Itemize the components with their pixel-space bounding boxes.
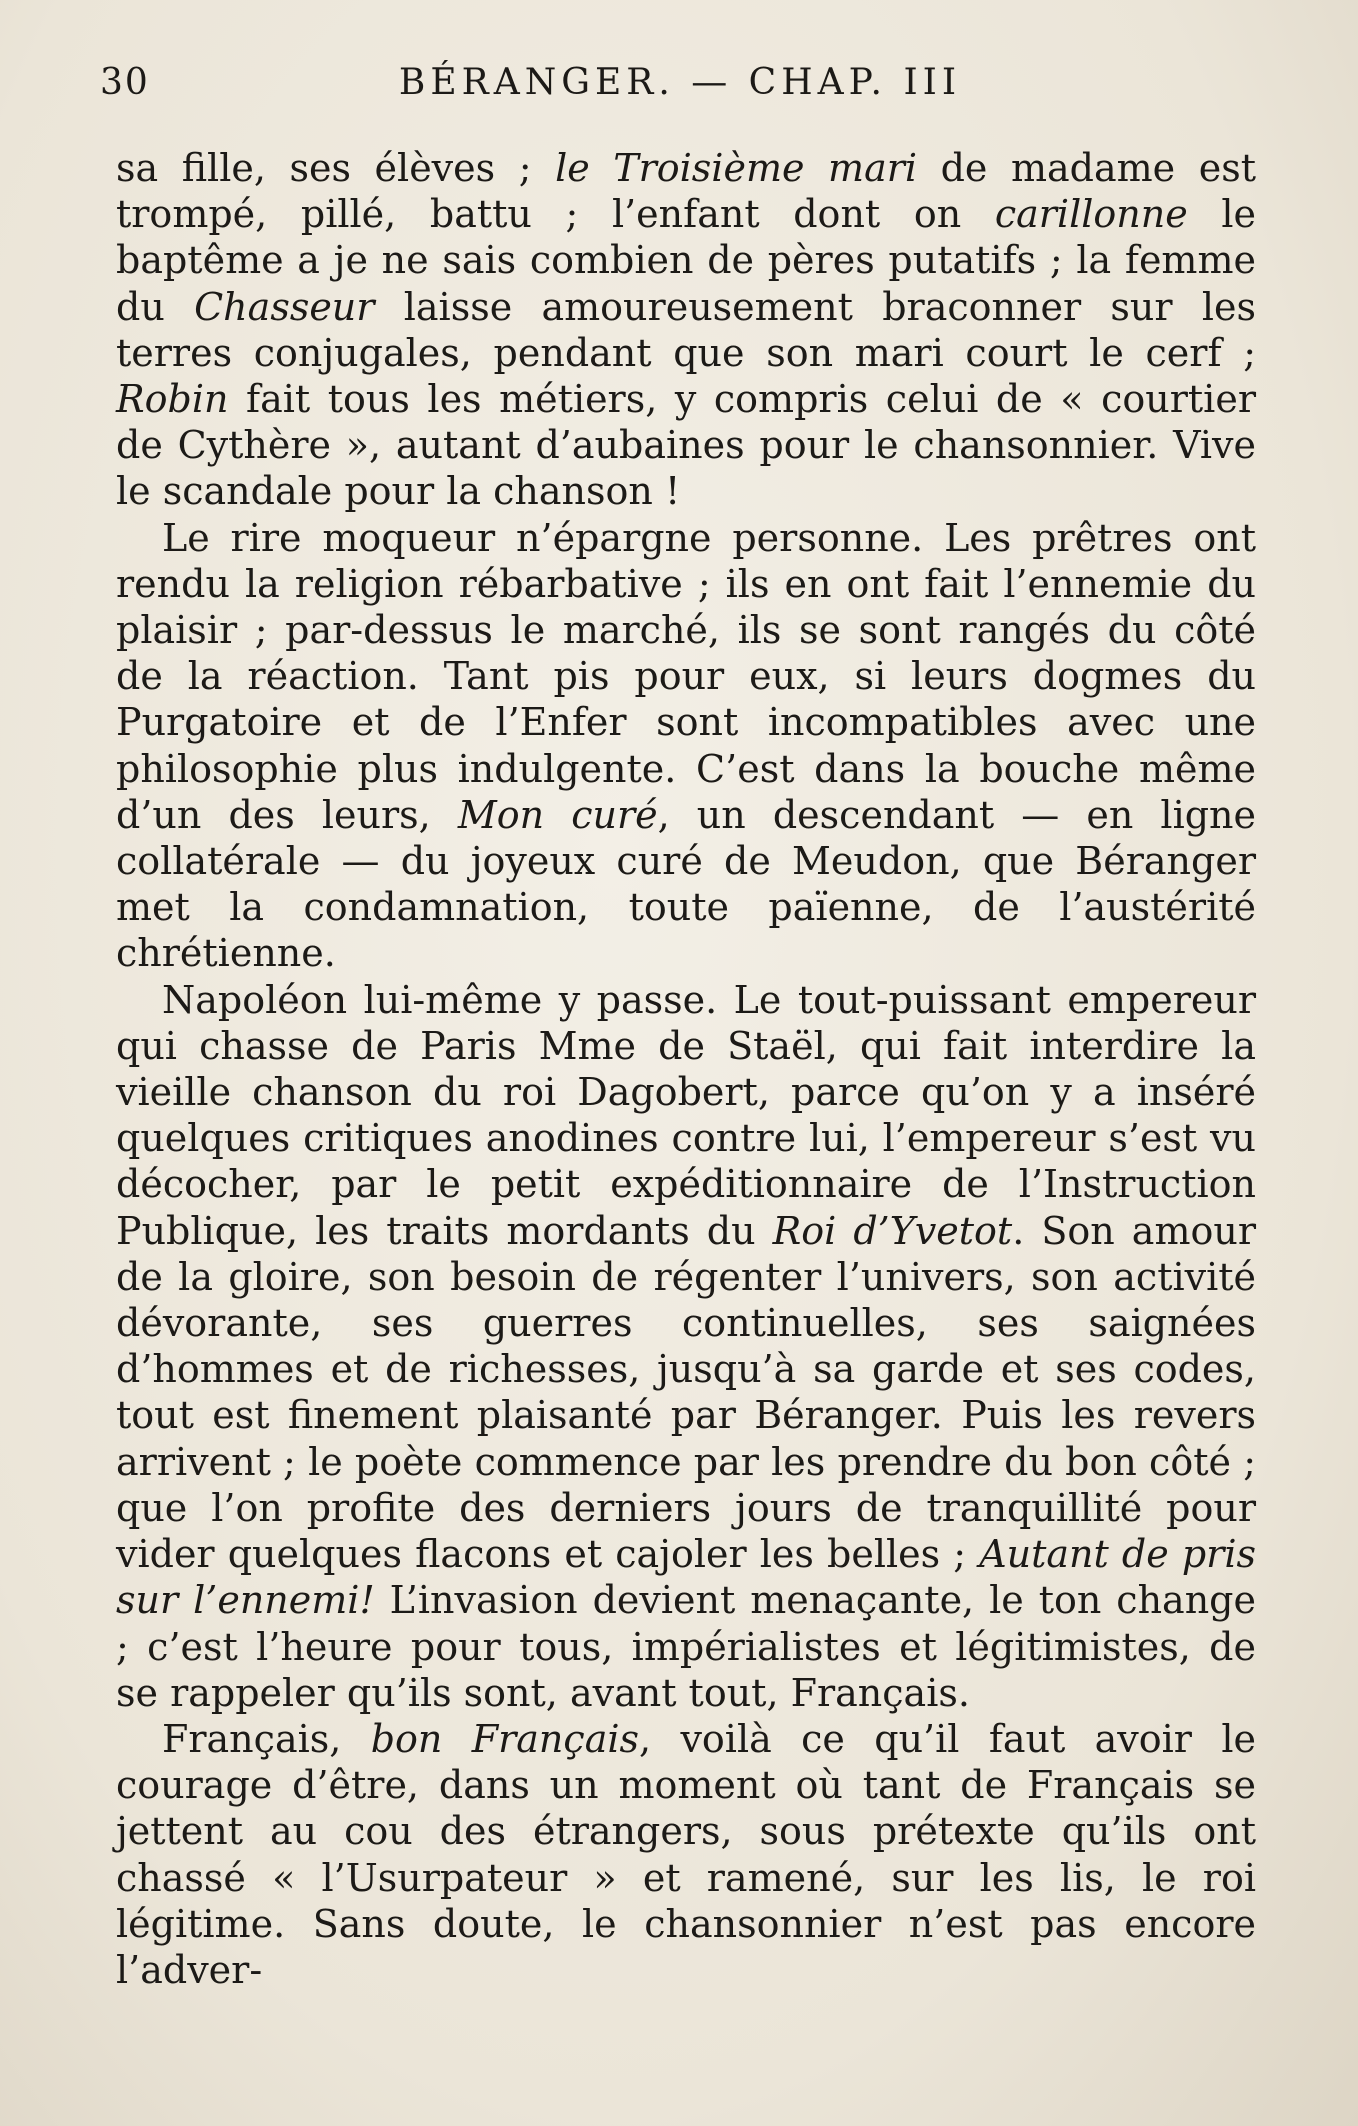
- text-run: Français,: [162, 1716, 371, 1761]
- running-head: [100, 62, 1260, 112]
- italic-title: carillonne: [994, 192, 1188, 237]
- paragraph-3: [116, 977, 1256, 1716]
- text-run: fait tous les métiers, y compris celui de « courtier de Cythère », autant d’aubaines pour le chansonnier. Vive le scandale pour la chanson !: [116, 377, 1256, 514]
- italic-title: Roi d’Yvetot: [772, 1208, 1013, 1253]
- paragraph-1: [116, 145, 1256, 515]
- text-run: Napoléon lui-même y passe. Le tout-puissant empereur qui chasse de Paris Mme de Staël, qui fait interdire la vieille chanson du roi Dagobert, parce qu’on y a inséré quelques critiques anodines contre lui, l’empereur s’est vu décocher, par le petit expéditionnaire de l’Instruction Publique, les traits mordants du: [116, 977, 1256, 1253]
- text-run: , voilà ce qu’il faut avoir le courage d’être, dans un moment où tant de Français se jettent au cou des étrangers, sous prétexte qu’ils ont chassé « l’Usurpateur » et ramené, sur les lis, le roi légitime. Sans doute, le chansonnier n’est pas encore l’adver-: [116, 1716, 1256, 1992]
- body-text: [116, 145, 1256, 1993]
- italic-title: Autant de pris sur l’ennemi!: [116, 1532, 1256, 1623]
- text-run: , un descendant — en ligne collatérale — du joyeux curé de Meudon, que Béranger met la condamnation, toute païenne, de l’austérité chrétienne.: [116, 792, 1257, 976]
- italic-title: Mon curé: [457, 792, 658, 837]
- text-run: . Son amour de la gloire, son besoin de régenter l’univers, son activité dévorante, ses guerres continuelles, ses saignées d’hommes et de richesses, jusqu’à sa garde et ses codes, tout est finement plaisanté par Béranger. Puis les revers arrivent ; le poète commence par les prendre du bon côté ; que l’on profite des derniers jours de tranquillité pour vider quelques flacons et cajoler les belles ;: [116, 1208, 1256, 1577]
- text-run: le baptême a je ne sais combien de pères putatifs ; la femme du: [116, 192, 1256, 329]
- italic-title: bon Français: [370, 1716, 639, 1761]
- text-run: Le rire moqueur n’épargne personne. Les prêtres ont rendu la religion rébarbative ; ils en ont fait l’ennemie du plaisir ; par-dessus le marché, ils se sont rangés du côté de la réaction. Tant pis pour eux, si leurs dogmes du Purgatoire et de l’Enfer sont incompatibles avec une philosophie plus indulgente. C’est dans la bouche même d’un des leurs,: [116, 515, 1256, 837]
- paragraph-2: [116, 515, 1256, 977]
- running-title: BÉRANGER. — CHAP. III: [398, 62, 962, 103]
- paragraph-4: [116, 1716, 1256, 1993]
- italic-title: Robin: [116, 377, 229, 422]
- italic-title: le Troisième mari: [555, 146, 918, 190]
- page-number: 30: [100, 62, 150, 103]
- text-run: sa fille, ses élèves ;: [116, 146, 556, 190]
- text-run: de madame est trompé, pillé, battu ; l’enfant dont on: [116, 146, 1256, 237]
- text-run: laisse amoureusement braconner sur les terres conjugales, pendant que son mari court le cerf ;: [116, 284, 1256, 375]
- italic-title: Chasseur: [194, 284, 375, 329]
- text-run: L’invasion devient menaçante, le ton change ; c’est l’heure pour tous, impérialistes et légitimistes, de se rappeler qu’ils sont, avant tout, Français.: [116, 1578, 1256, 1715]
